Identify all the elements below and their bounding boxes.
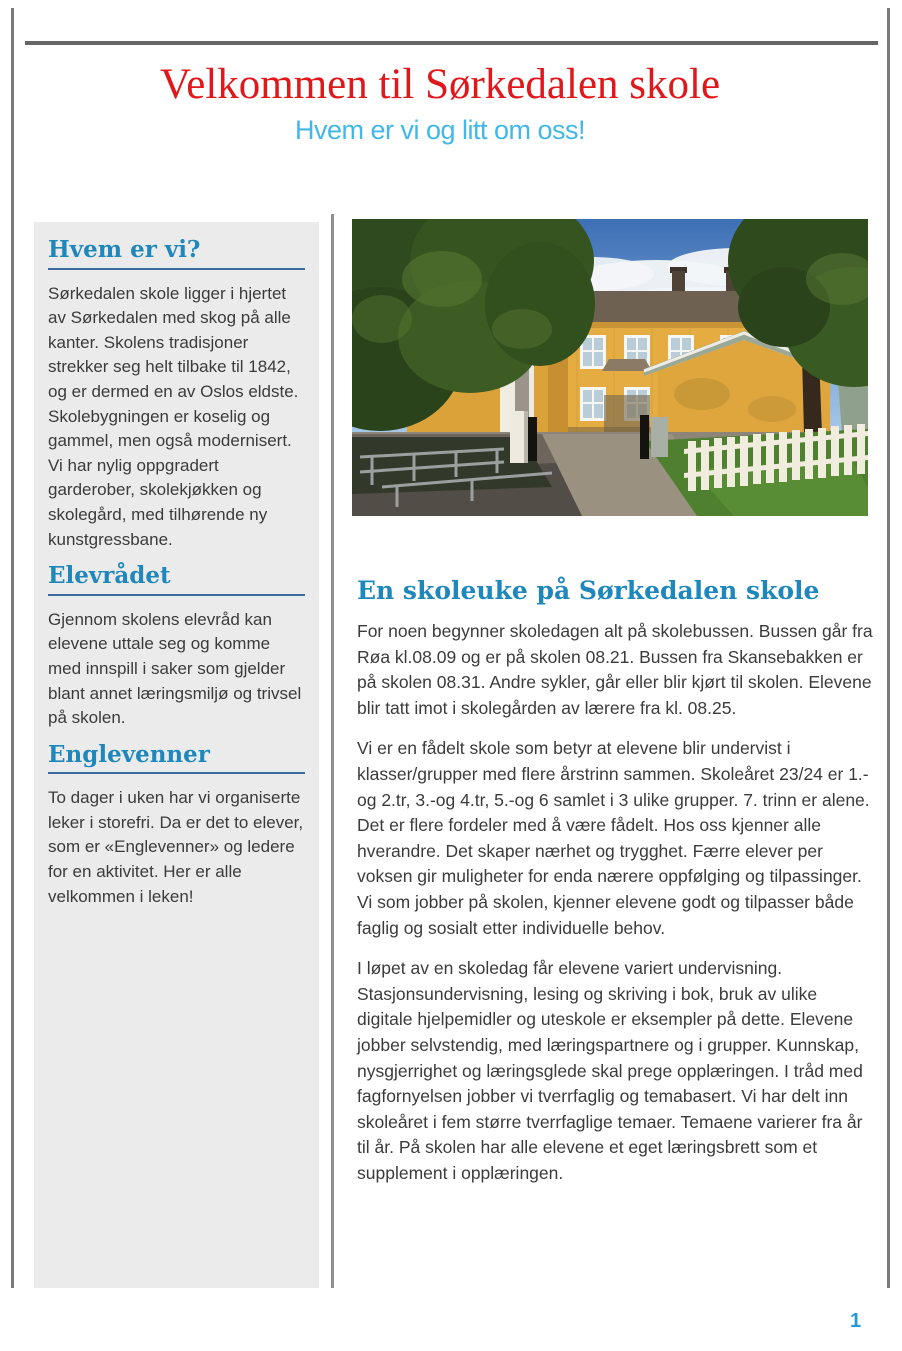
school-photo-illustration [352,219,868,516]
sidebar-section-hvem-er-vi [48,236,305,552]
article-paragraph-3: I løpet av en skoledag får elevene variert undervisning. Stasjonsundervisning, lesing og skriving i bok, bruk av ulike digitale hjelpemidler og uteskole er eksempler på dette. Elevene jobber selvstendig, med læringspartnere og i grupper. Kunnskap, nysgjerrighet og læringsglede skal prege opplæringen. I tråd med fagfornyelsen jobber vi tverrfaglig og temabasert. Vi har delt inn skoleåret i fem større tverrfaglige temaer. Temaene varierer fra år til år. På skolen har alle elevene et eget læringsbrett som et supplement i opplæringen. [357,958,863,1183]
sidebar-section-englevenner [48,741,305,910]
main-column [352,219,874,1186]
page-title: Velkommen til Sørkedalen skole [159,61,721,108]
article-paragraph-1: For noen begynner skoledagen alt på skolebussen. Bussen går fra Røa kl.08.09 og er på skolen 08.21. Bussen fra Skansebakken er på skolen 08.31. Andre sykler, går eller blir kjørt til skolen. Elevene blir tatt imot i skolegården av lærere fra kl. 08.25. [357,621,873,718]
left-border-rule [11,8,14,1288]
top-horizontal-rule [25,41,878,45]
sidebar-section-text: Sørkedalen skole ligger i hjertet av Sørkedalen med skog på alle kanter. Skolens tradisjoner strekker seg helt tilbake til 1842, og er dermed en av Oslos eldste. Skolebygningen er koselig og gammel, men også modernisert. Vi har nylig oppgradert garderober, skolekjøkken og skolegård, med tilhørende ny kunstgressbane. [48,283,299,549]
right-border-rule [887,8,890,1288]
sidebar-section-heading: Hvem er vi? [48,236,305,270]
page-number: 1 [850,1310,862,1332]
document-header [25,62,855,146]
column-divider [331,214,334,1288]
sidebar-section-text: Gjennom skolens elevråd kan elevene uttale seg og komme med innspill i saker som gjelder blant annet læringsmiljø og trivsel på skolen. [48,609,302,728]
sidebar-section-heading: Englevenner [48,741,305,775]
sidebar-section-elevradet [48,562,305,731]
article-heading: En skoleuke på Sørkedalen skole [357,576,820,605]
sidebar-section-text: To dager i uken har vi organiserte leker i storefri. Da er det to elever, som er «Englevenner» og ledere for en aktivitet. Her er alle velkommen i leken! [48,788,304,906]
sidebar [34,222,319,1288]
page-subtitle: Hvem er vi og litt om oss! [294,115,586,146]
sidebar-section-heading: Elevrådet [48,562,305,596]
article-paragraph-2: Vi er en fådelt skole som betyr at elevene blir undervist i klasser/grupper med flere årstrinn sammen. Skoleåret 23/24 er 1.-og 2.tr, 3.-og 4.tr, 5.-og 6 samlet i 3 ulike grupper. 7. trinn er alene. Det er flere fordeler med å være fådelt. Hos oss kjenner alle hverandre. Det skaper nærhet og trygghet. Færre elever per voksen gir muligheter for enda nærere oppfølging og tilpassinger. Vi som jobber på skolen, kjenner elevene godt og tilpasser både faglig og sosialt etter individuelle behov. [357,738,870,938]
school-building-photo [352,219,868,516]
